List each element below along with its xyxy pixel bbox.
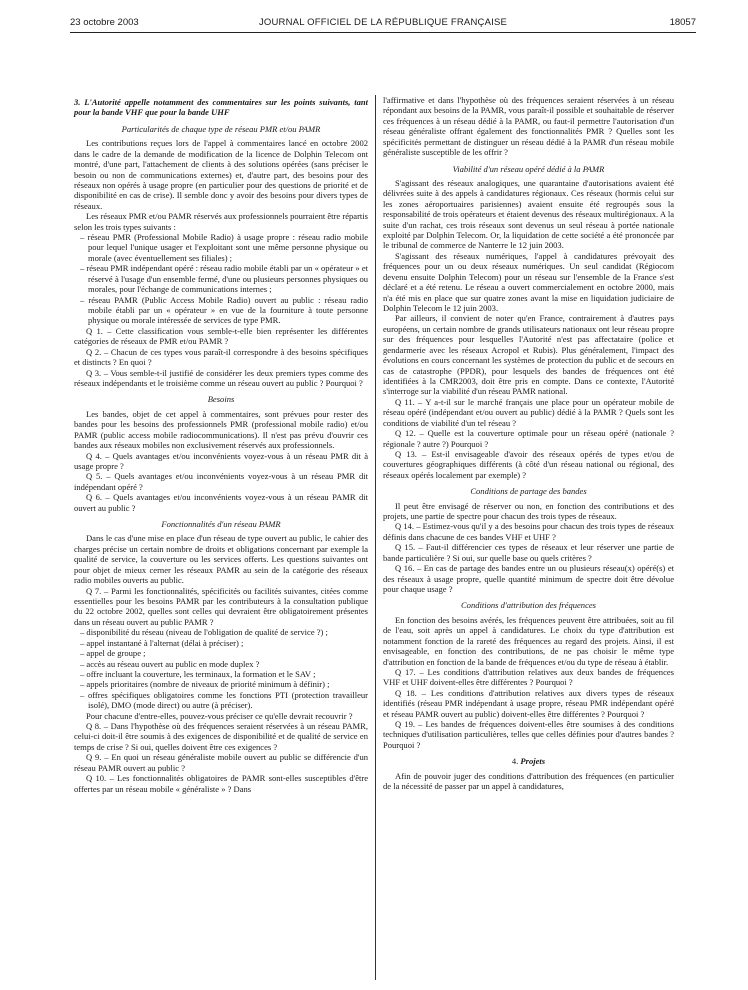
header-date: 23 octobre 2003 [70,17,139,28]
question-q18: Q 18. – Les conditions d'attribution relatives aux divers types de réseaux identifiés (réseau PMR indépendant à usage propre, réseau PMR indépendant opéré et réseau PAMR ouvert au public) doivent-elles être différentes ? Pourquoi ? [383,687,674,719]
question-q4: Q 4. – Quels avantages et/ou inconvénients voyez-vous à un réseau PMR dit à usage propre ? [74,450,368,471]
paragraph: Les contributions reçues lors de l'appel à commentaires lancé en octobre 2002 dans le cadre de la demande de modification de la licence de Dolphin Telecom ont montré, d'une part, l'attachement de clients à des solutions opérées (sans préciser le besoin ou non de communications externes) et, d'autre part, des besoins pour des réseaux non opérés à usage propre (en particulier pour des questions de priorité et de disponibilité en cas de crise). Il semble donc y avoir des besoins pour divers types de réseaux. [74,138,368,211]
section-3-heading: 3. L'Autorité appelle notamment des commentaires sur les points suivants, tant pour la bande VHF que pour la bande UHF [74,97,368,118]
subheading-particularites: Particularités de chaque type de réseau PMR et/ou PAMR [121,123,321,134]
subheading-partage: Conditions de partage des bandes [470,486,587,497]
column-divider [375,95,376,980]
question-q2: Q 2. – Chacun de ces types vous paraît-il correspondre à des besoins spécifiques et distincts ? En quoi ? [74,346,368,368]
question-q3: Q 3. – Vous semble-t-il justifié de considérer les deux premiers types comme des réseaux indépendants et le troisième comme un réseau ouvert au public ? Pourquoi ? [74,367,368,388]
paragraph: Les bandes, objet de cet appel à commentaires, sont prévues pour rester des bandes pour les besoins des professionnels PMR (professional mobile radio) et/ou PAMR (public access mobile radiocommunications). Il n'est pas prévu d'ouvrir ces bandes aux réseaux mobiles non exclusivement réservés aux professionnels. [74,408,368,451]
left-column [74,97,368,794]
subheading-viabilite: Viabilité d'un réseau opéré dédié à la PAMR [452,163,605,174]
list-item: – offre incluant la couverture, les terminaux, la formation et le SAV ; [74,669,368,679]
question-q10: Q 10. – Les fonctionnalités obligatoires de PAMR sont-elles susceptibles d'être offertes par un réseau mobile « généraliste » ? Dans [74,773,368,794]
paragraph: S'agissant des réseaux analogiques, une quarantaine d'autorisations avaient été délivrées suite à des appels à candidatures régionaux. Ces réseaux (hormis celui sur les zones aéroportuaires parisiennes) avaient ensuite été regroupés sous la responsabilité de trois opérateurs et étaient devenus des réseaux multirégionaux. A la suite d'un rachat, ces trois réseaux sont devenus un seul réseau à portée nationale exploité par Dolphin Telecom. Or, la liquidation de cette société a été prononcée par le tribunal de commerce de Nanterre le 12 juin 2003. [383,177,674,251]
section-4-heading [383,756,674,766]
list-item: – offres spécifiques obligatoires comme les fonctions PTI (protection travailleur isolé), DMO (mode direct) ou autre (à préciser). [74,690,368,711]
paragraph: Les réseaux PMR et/ou PAMR réservés aux professionnels pourraient être répartis selon les trois types suivants : [74,211,368,232]
question-q17: Q 17. – Les conditions d'attribution relatives aux deux bandes de fréquences VHF et UHF doivent-elles être différentes ? Pourquoi ? [383,666,674,688]
paragraph: Dans le cas d'une mise en place d'un réseau de type ouvert au public, le cahier des charges précise un certain nombre de droits et obligations concernant par exemple la qualité de service, la couverture ou les services offerts. Les questions suivantes ont pour objet de mieux cerner les réseaux PAMR au sein de la catégorie des réseaux radio mobiles ouverts au public. [74,533,368,586]
list-item: – appel de groupe ; [74,648,368,658]
list-item: – appel instantané à l'alternat (délai à préciser) ; [74,638,368,648]
list-item: – réseau PMR indépendant opéré : réseau radio mobile établi par un « opérateur » et réservé à l'usage d'un ensemble fermé, d'une ou plusieurs personnes physiques ou morales, pour l'échange de communications internes ; [74,263,368,294]
question-q14: Q 14. – Estimez-vous qu'il y a des besoins pour chacun des trois types de réseaux définis dans chacune de ces bandes VHF et UHF ? [383,521,674,542]
section-4-title: Projets [520,756,546,767]
question-q12: Q 12. – Quelle est la couverture optimale pour un réseau opéré (nationale ? régionale ? autre ?) Pourquoi ? [383,428,674,449]
list-item: – réseau PMR (Professional Mobile Radio) à usage propre : réseau radio mobile pour lequel l'unique usager et l'exploitant sont une même personne physique ou morale (avec éventuellement ses filiales) ; [74,232,368,263]
list-item: – accès au réseau ouvert au public en mode duplex ? [74,659,368,669]
right-column [383,95,674,792]
question-q1: Q 1. – Cette classification vous semble-t-elle bien représenter les différentes catégories de réseaux de PMR et/ou PAMR ? [74,325,368,347]
subheading-attribution: Conditions d'attribution des fréquences [460,600,596,611]
paragraph-continued: l'affirmative et dans l'hypothèse où des fréquences seraient réservées à un réseau répondant aux besoins de la PAMR, vous paraît-il possible et souhaitable de réserver ces fréquences à un réseau dédié à la PAMR, ou faut-il permettre l'autorisation d'un réseau généraliste offrant également des fonctionnalités PMR ? Quelles sont les spécificités permettant de distinguer un réseau dédié à la PAMR d'un réseau mobile généraliste susceptible de les offrir ? [383,95,674,158]
list-item: – disponibilité du réseau (niveau de l'obligation de qualité de service ?) ; [74,627,368,637]
question-q9: Q 9. – En quoi un réseau généraliste mobile ouvert au public se différencie d'un réseau PAMR ouvert au public ? [74,752,368,773]
paragraph: S'agissant des réseaux numériques, l'appel à candidatures prévoyait des fréquences pour un ou deux réseaux numériques. Un seul candidat (Régiocom devenu ensuite Dolphin Telecom) pour un réseau sur l'ensemble de la France s'est déclaré et a été retenu. Le réseau a ouvert commercialement en octobre 2000, mais n'a été mis en place que sur quatre zones avant la mise en liquidation judiciaire de Dolphin Telecom le 12 juin 2003. [383,250,674,314]
header-page-number: 18057 [669,17,696,28]
question-q5: Q 5. – Quels avantages et/ou inconvénients voyez-vous à un réseau PMR dit indépendant opéré ? [74,471,368,492]
header-title: JOURNAL OFFICIEL DE LA RÉPUBLIQUE FRANÇAISE [258,17,508,28]
question-q15: Q 15. – Faut-il différencier ces types de réseaux et leur réserver une partie de bande particulière ? Si oui, sur quelle base ou quels critères ? [383,542,674,563]
question-q13: Q 13. – Est-il envisageable d'avoir des réseaux opérés de types et/ou de couvertures géographiques différents (à côté d'un réseau national ou régional, des réseaux opérés localement par exemple) ? [383,448,674,480]
question-q7: Q 7. – Parmi les fonctionnalités, spécificités ou facilités suivantes, citées comme essentielles pour les besoins PAMR par les contributeurs à la consultation publique du 22 octobre 2002, quelles sont celles qui devraient être obligatoirement présentes dans un réseau ouvert au public PAMR ? [74,585,368,627]
question-q11: Q 11. – Y a-t-il sur le marché français une place pour un opérateur mobile de réseau opéré (indépendant et/ou ouvert au public) dédié à la PAMR ? Quels sont les conditions de viabilité d'un tel réseau ? [383,396,674,428]
network-types-list [74,232,368,326]
question-q6: Q 6. – Quels avantages et/ou inconvénients voyez-vous à un réseau PAMR dit ouvert au public ? [74,492,368,513]
paragraph: Pour chacune d'entre-elles, pouvez-vous préciser ce qu'elle devrait recouvrir ? [86,710,353,721]
list-item: – réseau PAMR (Public Access Mobile Radio) ouvert au public : réseau radio mobile établi par un « opérateur » en vue de la fourniture à toute personne physique ou morale intéressée de services de type PMR. [74,295,368,326]
paragraph: En fonction des besoins avérés, les fréquences peuvent être attribuées, soit au fil de l'eau, soit après un appel à candidatures. Le choix du type d'attribution est notamment fonction de la rareté des fréquences au regard des projets. Ainsi, il est envisageable, en fonction des contributions, de ne pas choisir le même type d'attribution en fonction de la bande de fréquences et/ou du type de réseau à établir. [383,614,674,667]
question-q19: Q 19. – Les bandes de fréquences doivent-elles être soumises à des conditions techniques d'utilisation particulières, telles que celles définies pour d'autres bandes ? Pourquoi ? [383,719,674,750]
header-rule [70,32,696,33]
list-item: – appels prioritaires (nombre de niveaux de priorité minimum à définir) ; [74,679,368,689]
question-q8: Q 8. – Dans l'hypothèse où des fréquences seraient réservées à un réseau PAMR, celui-ci doit-il être soumis à des exigences de disponibilité et de qualité de service en temps de crise ? Si oui, quelles doivent être ces exigences ? [74,721,368,752]
page-header [70,17,696,33]
subheading-besoins: Besoins [207,394,235,405]
features-list [74,627,368,710]
paragraph: Il peut être envisagé de réserver ou non, en fonction des contributions et des projets, une partie de spectre pour chacun des trois types de réseaux. [383,500,674,522]
section-4-number: 4. [511,756,519,767]
subheading-fonctionnalites: Fonctionnalités d'un réseau PAMR [161,519,281,530]
paragraph: Afin de pouvoir juger des conditions d'attribution des fréquences (en particulier de la nécessité de passer par un appel à candidatures, [383,770,674,792]
question-q16: Q 16. – En cas de partage des bandes entre un ou plusieurs réseau(x) opéré(s) et des réseaux à usage propre, quelle quantité minimum de spectre doit être dévolue pour chaque usage ? [383,563,674,594]
paragraph: Par ailleurs, il convient de noter qu'en France, contrairement à d'autres pays européens, un certain nombre de grands utilisateurs nationaux ont leur réseau propre sur des fréquences pour lesquelles l'Autorité n'est pas affectataire (police et gendarmerie avec les réseaux Acropol et Rubis). Plus généralement, l'impact des évolutions en cours concernant les systèmes de protection du public et de secours en cas de catastrophe (PPDR), pour lesquels des bandes de fréquences ont été identifiées à la CMR2003, doit être pris en compte. Dans ce contexte, l'Autorité s'interroge sur la viabilité d'un réseau PAMR national. [383,313,674,397]
